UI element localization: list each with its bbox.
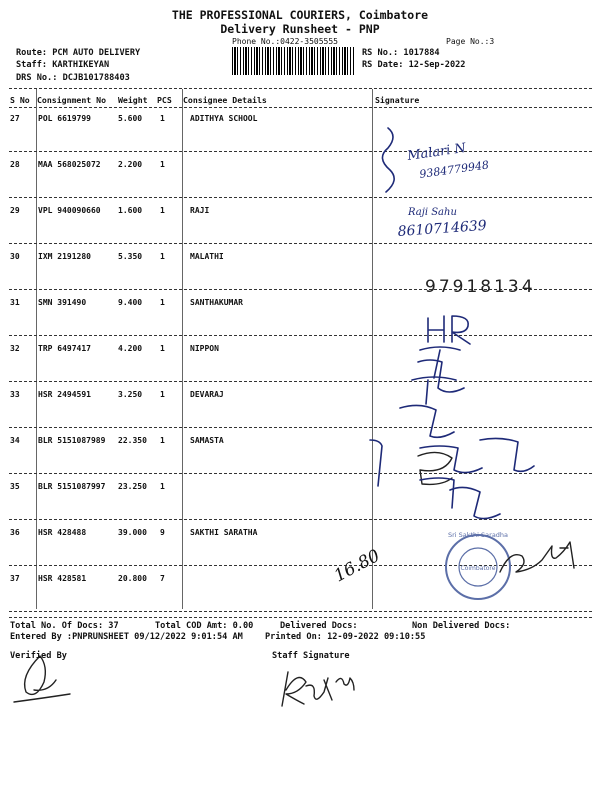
route: Route: PCM AUTO DELIVERY (16, 48, 141, 58)
handwritten-phone: 97918134 (425, 277, 536, 297)
row-pcs: 1 (160, 482, 165, 491)
rs-number: RS No.: 1017884 (362, 48, 440, 58)
row-sno: 30 (10, 252, 20, 261)
stamp-text: Sri Sakthi Saradha (447, 531, 509, 539)
row-consignee: DEVARAJ (190, 390, 224, 399)
row-consignee: RAJI (190, 206, 210, 215)
row-pcs: 1 (160, 206, 165, 215)
row-sno: 35 (10, 482, 20, 491)
staff-signature-label: Staff Signature (272, 651, 350, 661)
total-cod: Total COD Amt: 0.00 (155, 621, 254, 631)
row-sno: 33 (10, 390, 20, 399)
row-sno: 28 (10, 160, 20, 169)
row-pcs: 1 (160, 344, 165, 353)
non-delivered-docs: Non Delivered Docs: (412, 621, 511, 631)
column-header-signature: Signature (375, 95, 420, 105)
row-consignment-number: IXM 2191280 (38, 252, 91, 261)
column-header-consignment: Consignment No (37, 95, 107, 105)
handwritten-name: Malari N (406, 140, 467, 164)
row-consignee: SAMASTA (190, 436, 224, 445)
row-pcs: 1 (160, 252, 165, 261)
row-pcs: 9 (160, 528, 165, 537)
row-weight: 4.200 (118, 344, 143, 353)
row-consignment-number: TRP 6497417 (38, 344, 91, 353)
row-weight: 23.250 (118, 482, 147, 491)
row-consignment-number: VPL 940090660 (38, 206, 101, 215)
row-weight: 5.350 (118, 252, 143, 261)
drs-number: DRS No.: DCJB101788403 (16, 73, 130, 83)
handwritten-note: 16.80 (330, 545, 384, 587)
row-consignment-number: BLR 5151087997 (38, 482, 106, 491)
document-title: Delivery Runsheet - PNP (220, 22, 380, 36)
divider (9, 617, 592, 618)
row-consignment-number: HSR 428581 (38, 574, 87, 583)
row-sno: 34 (10, 436, 20, 445)
row-weight: 5.600 (118, 114, 143, 123)
row-consignment-number: BLR 5151087989 (38, 436, 106, 445)
handwritten-name: Raji Sahu (408, 207, 457, 218)
row-pcs: 1 (160, 436, 165, 445)
phone-number: Phone No.:0422-3505555 (232, 37, 338, 46)
row-consignee: ADITHYA SCHOOL (190, 114, 258, 123)
row-sno: 36 (10, 528, 20, 537)
page-number: Page No.:3 (446, 37, 495, 46)
row-pcs: 7 (160, 574, 165, 583)
printed-on: Printed On: 12-09-2022 09:10:55 (265, 632, 426, 642)
row-pcs: 1 (160, 390, 165, 399)
row-sno: 32 (10, 344, 20, 353)
row-consignment-number: MAA 568025072 (38, 160, 101, 169)
column-header-weight: Weight (118, 95, 148, 105)
verified-by-label: Verified By (10, 651, 67, 661)
rs-date: RS Date: 12-Sep-2022 (362, 60, 466, 70)
row-weight: 2.200 (118, 160, 143, 169)
row-weight: 1.600 (118, 206, 143, 215)
company-name: THE PROFESSIONAL COURIERS, Coimbatore (171, 8, 429, 22)
row-weight: 9.400 (118, 298, 143, 307)
row-sno: 31 (10, 298, 20, 307)
handwritten-phone: 9384779948 (418, 158, 490, 181)
row-pcs: 1 (160, 160, 165, 169)
row-pcs: 1 (160, 114, 165, 123)
staff-name: Staff: KARTHIKEYAN (16, 60, 110, 70)
row-consignment-number: POL 6619799 (38, 114, 91, 123)
stamp-text: Coimbatore (460, 565, 496, 572)
delivered-docs: Delivered Docs: (280, 621, 358, 631)
row-consignee: SAKTHI SARATHA (190, 528, 258, 537)
column-header-pcs: PCS (157, 95, 172, 105)
total-docs: Total No. Of Docs: 37 (10, 621, 119, 631)
row-consignee: SANTHAKUMAR (190, 298, 243, 307)
row-consignee: NIPPON (190, 344, 219, 353)
row-weight: 20.800 (118, 574, 147, 583)
company-stamp (446, 531, 510, 599)
column-header-sno: S No (10, 95, 30, 105)
row-weight: 22.350 (118, 436, 147, 445)
row-sno: 27 (10, 114, 20, 123)
row-consignment-number: SMN 391490 (38, 298, 87, 307)
row-weight: 3.250 (118, 390, 143, 399)
row-weight: 39.000 (118, 528, 147, 537)
entered-by: Entered By :PNPRUNSHEET 09/12/2022 9:01:54 AM (10, 632, 243, 642)
row-consignment-number: HSR 2494591 (38, 390, 91, 399)
row-pcs: 1 (160, 298, 165, 307)
handwritten-phone: 8610714639 (397, 217, 488, 240)
row-consignee: MALATHI (190, 252, 224, 261)
row-consignment-number: HSR 428488 (38, 528, 87, 537)
column-header-consignee: Consignee Details (183, 95, 267, 105)
row-sno: 29 (10, 206, 20, 215)
row-sno: 37 (10, 574, 20, 583)
